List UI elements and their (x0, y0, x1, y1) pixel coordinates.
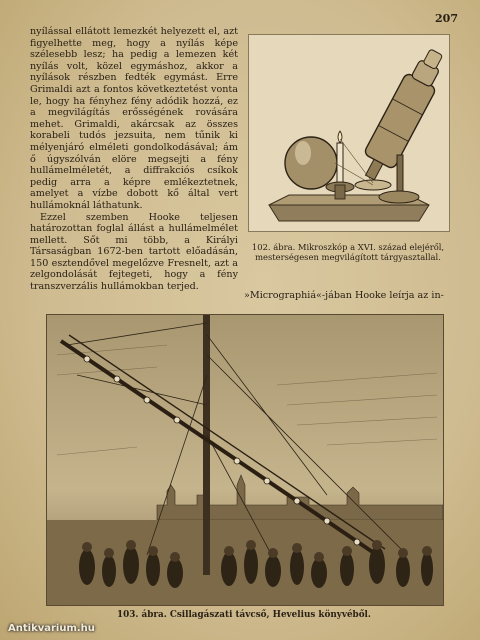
microscope-engraving (249, 35, 449, 231)
figure-103-telescope (46, 314, 444, 606)
paragraph-hooke: Ezzel szemben Hooke teljesen határozottan foglal állást a hullámelmélet mellett. Sőt mi több, a Királyi Társaságban 1672-ben tartott előadásán, 150 esztendővel megelőzve Fresnelt, azt a zelgondolását fejtegeti, hogy a fény transzverzális hullámokban terjed. (30, 211, 238, 293)
continuation-text: »Micrographiá«-jában Hooke leírja az in- (244, 290, 444, 301)
figure-102-caption: 102. ábra. Mikroszkóp a XVI. század elejéről, mesterségesen megvilágított tárgyasztallal. (251, 242, 445, 263)
figure-102-microscope (248, 34, 450, 232)
figure-103-caption: 103. ábra. Csillagászati távcső, Hevelius könyvéből. (117, 610, 371, 620)
page-number: 207 (435, 12, 458, 25)
paragraph-grimaldi: nyílással ellátott lemezkét helyezett el, azt figyelhette meg, hogy a nyílás képe szélesebb lesz; ha pedig a lemezen két nyílás volt, közel egymáshoz, akkor a nyílások részben fedték egymást. Erre Grimaldi azt a fontos következtetést vonta le, hogy ha fényhez fény adódik hozzá, ez a megvilágítás erősségének rovására mehet. Grimaldi, akárcsak az összes korabeli tudós jezsuita, nem tűnik ki mélyenjáró elméleti gondolkodásával; ám ő úgyszólván elöre megsejti a fény hullámelméletét, a diffrakciós csíkok pedig arra a képre emlékeztetnek, amelyet a vízbe dobott kő által vert hullámoknál láthatunk. (30, 26, 238, 211)
telescope-engraving (47, 315, 443, 605)
watermark-logo: Antikvarium.hu (8, 623, 95, 634)
text-column (30, 26, 238, 293)
